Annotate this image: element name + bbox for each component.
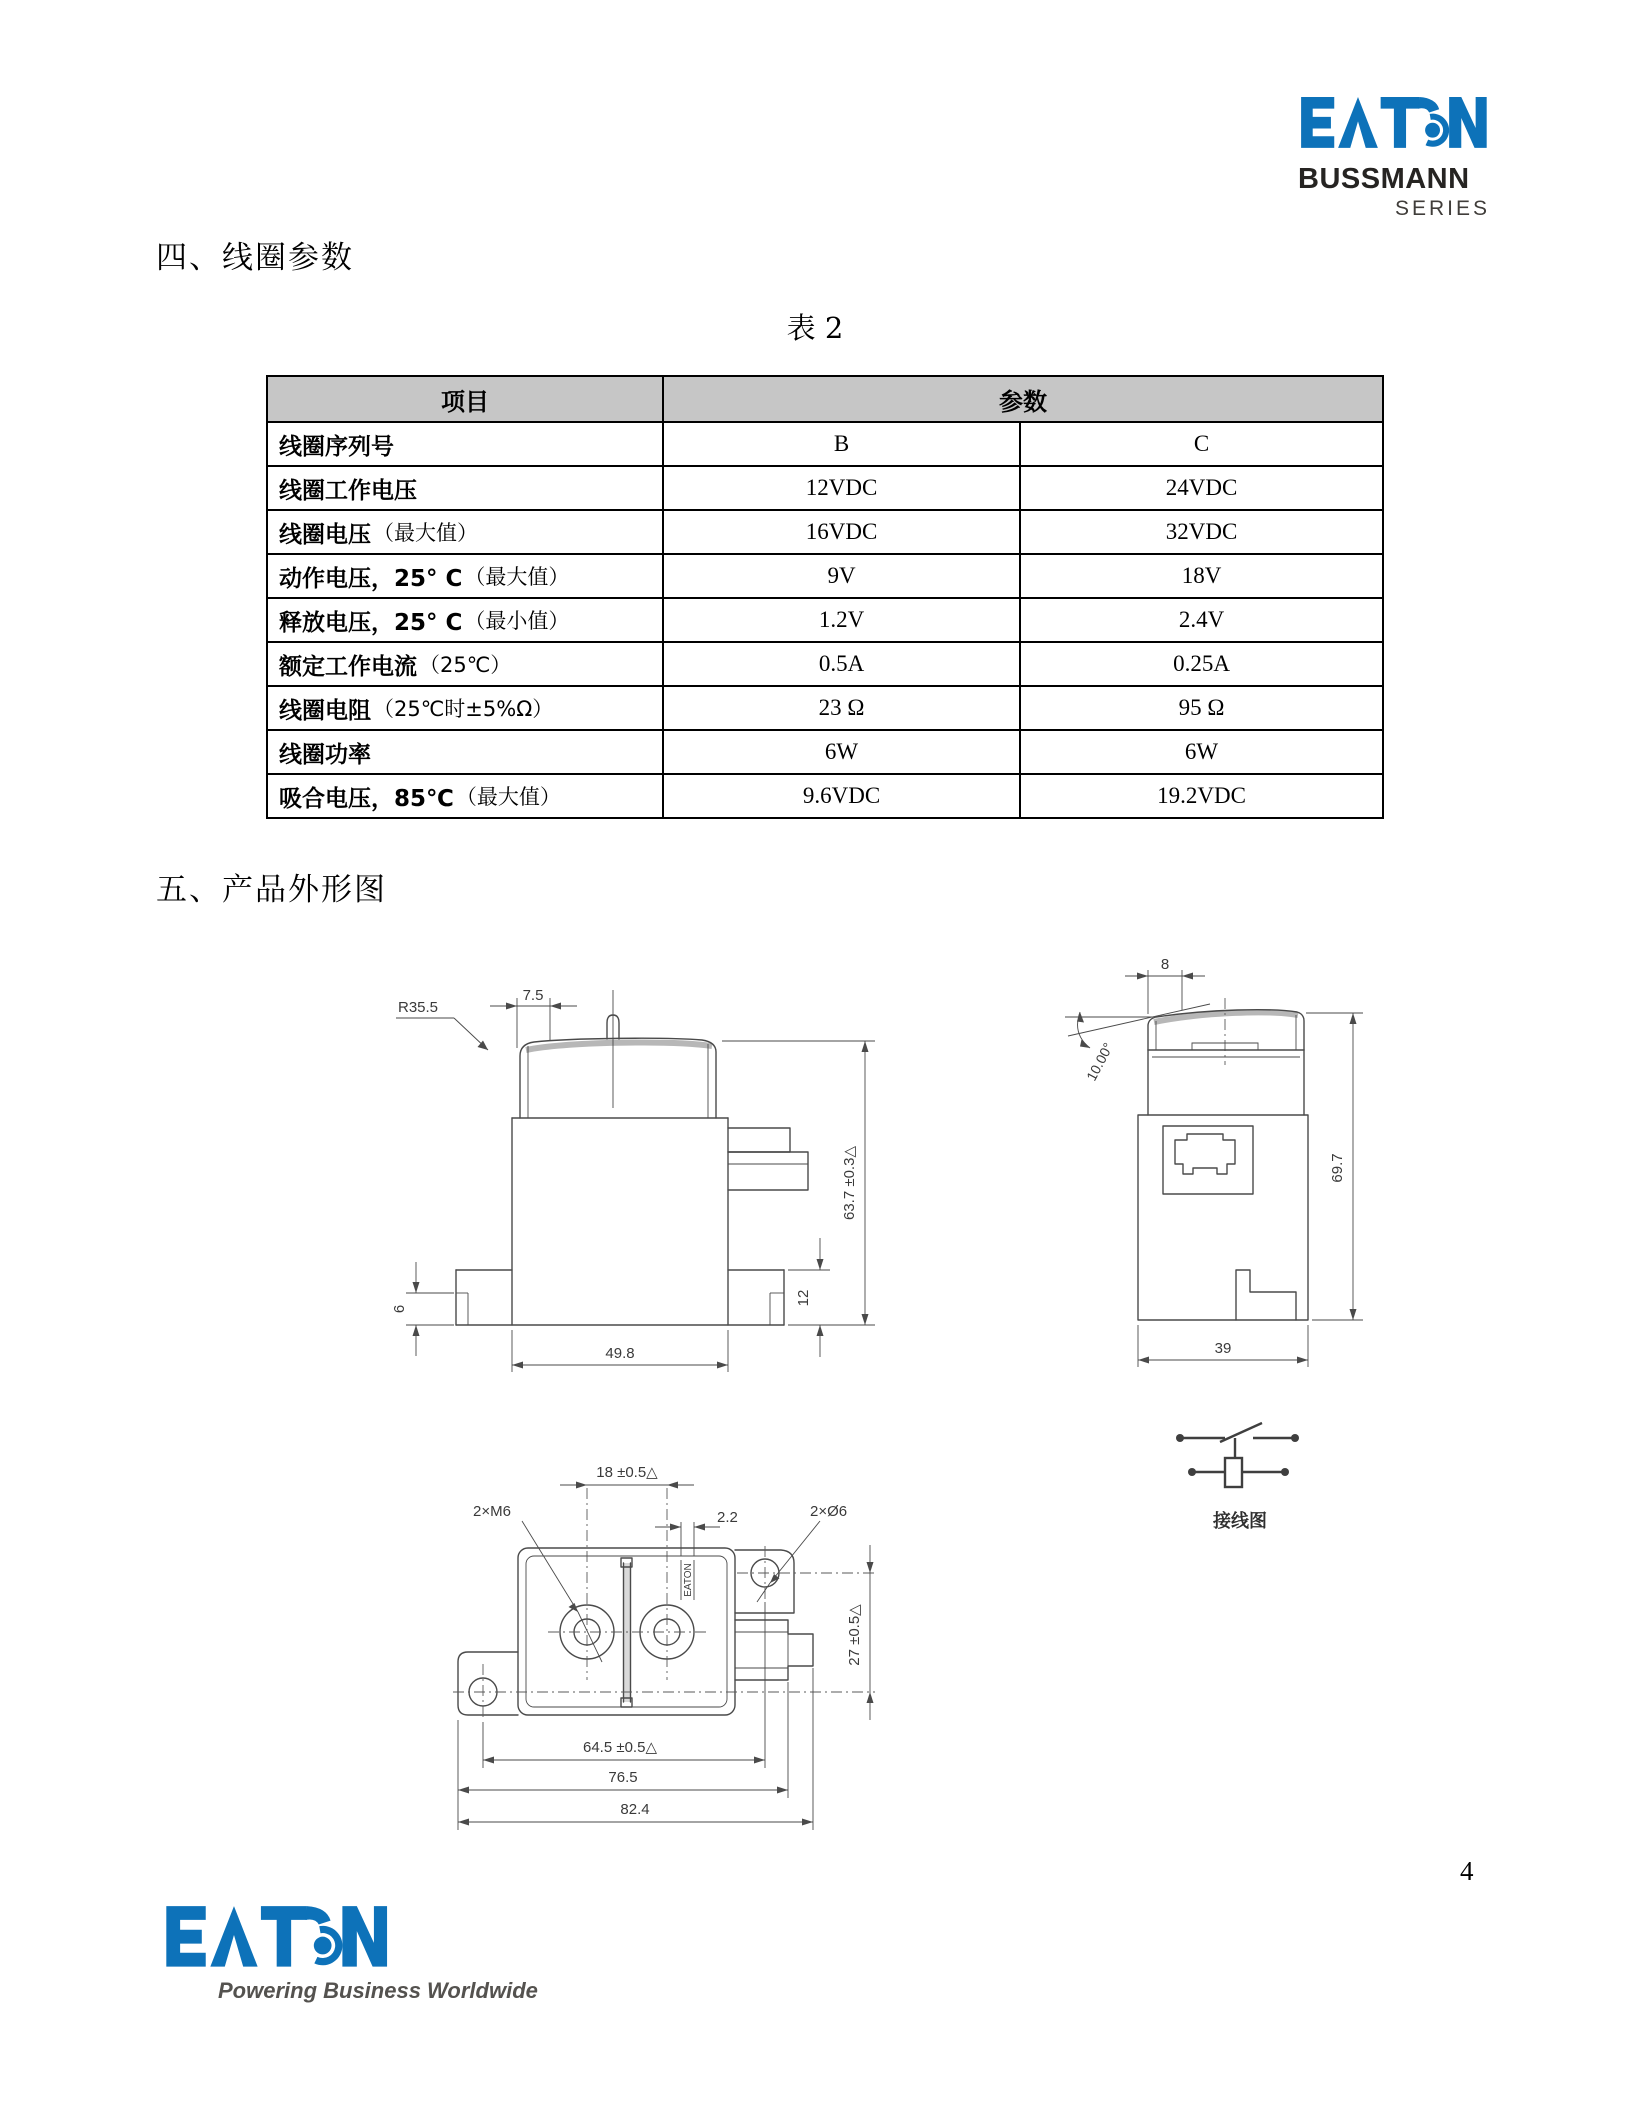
dim-64-5-label: 64.5 ±0.5△ <box>583 1739 657 1756</box>
eaton-wordmark-icon <box>1300 95 1490 151</box>
row-label: 线圈序列号 <box>279 433 394 460</box>
dim-height-label: 63.7 ±0.3△ <box>841 1146 858 1220</box>
table-row <box>268 509 1382 553</box>
front-view-drawing <box>360 940 905 1440</box>
table-row <box>268 421 1382 465</box>
value-b: 1.2V <box>664 599 1021 641</box>
value-b: B <box>664 423 1021 465</box>
callout-dia6-label: 2×Ø6 <box>810 1503 848 1520</box>
dim-8-label: 8 <box>1160 956 1170 973</box>
coil-parameter-table <box>266 375 1384 819</box>
value-c: 95 Ω <box>1178 695 1225 720</box>
section-title-outline-drawing: 五、产品外形图 <box>156 872 387 908</box>
value-b: 0.5A <box>664 643 1021 685</box>
row-note: （25℃时±5%Ω） <box>373 697 554 721</box>
callout-m6-label: 2×M6 <box>473 1503 511 1520</box>
value-b: 6W <box>664 731 1021 773</box>
value-c: C <box>1193 431 1210 456</box>
row-note: （最大值） <box>455 785 561 809</box>
dim-angle-label: 10.00° <box>1082 1039 1117 1084</box>
dim-6-label: 6 <box>391 1304 408 1314</box>
dim-12-label: 12 <box>795 1289 812 1307</box>
row-note: （最小值） <box>464 609 570 633</box>
table-header-row <box>268 377 1382 421</box>
table-row <box>268 773 1382 817</box>
section-title-coil-parameters: 四、线圈参数 <box>156 240 354 276</box>
dim-76-5-label: 76.5 <box>608 1769 638 1786</box>
value-b: 16VDC <box>664 511 1021 553</box>
row-label: 线圈工作电压 <box>279 477 417 504</box>
value-b: 23 Ω <box>664 687 1021 729</box>
dim-width-label: 49.8 <box>605 1345 635 1362</box>
dim-27-label: 27 ±0.5△ <box>846 1604 863 1666</box>
row-label: 线圈电阻 <box>279 697 371 724</box>
wiring-diagram-label: 接线图 <box>1213 1511 1267 1532</box>
value-c: 2.4V <box>1178 607 1225 632</box>
value-b: 9V <box>664 555 1021 597</box>
value-c: 19.2VDC <box>1157 783 1246 808</box>
row-note: （25℃） <box>419 653 512 677</box>
table-row <box>268 729 1382 773</box>
molded-logo-label: EATON <box>683 1563 694 1597</box>
value-c: 6W <box>1184 739 1219 764</box>
table-row <box>268 465 1382 509</box>
eaton-wordmark-icon <box>165 1906 391 1968</box>
row-note: （最大值） <box>373 521 478 545</box>
row-label: 动作电压，25° C <box>279 565 463 592</box>
column-header-item: 项目 <box>268 377 664 421</box>
column-header-param: 参数 <box>999 387 1047 416</box>
wiring-diagram <box>1150 1385 1370 1560</box>
row-label: 额定工作电流 <box>279 653 417 680</box>
table-row <box>268 597 1382 641</box>
table-caption: 表 2 <box>786 311 844 345</box>
side-view-drawing <box>1020 930 1440 1435</box>
table-row <box>268 553 1382 597</box>
dim-depth-label: 39 <box>1214 1340 1232 1357</box>
dim-radius-label: R35.5 <box>398 999 439 1016</box>
value-c: 32VDC <box>1165 519 1238 544</box>
dim-18-label: 18 ±0.5△ <box>596 1464 658 1481</box>
value-b: 9.6VDC <box>664 775 1021 817</box>
footer-eaton-logo <box>165 1906 391 1968</box>
table-row <box>268 685 1382 729</box>
footer-tagline: Powering Business Worldwide <box>218 1978 538 2003</box>
row-note: （最大值） <box>464 565 570 589</box>
dim-7-5-label: 7.5 <box>522 987 544 1004</box>
table-row <box>268 641 1382 685</box>
dim-height-label: 69.7 <box>1329 1153 1346 1183</box>
row-label: 释放电压，25° C <box>279 609 463 636</box>
bottom-view-drawing <box>415 1430 895 1870</box>
bussmann-label: BUSSMANN <box>1298 163 1470 195</box>
value-c: 24VDC <box>1165 475 1238 500</box>
eaton-logo <box>1300 95 1490 151</box>
value-c: 18V <box>1181 563 1222 588</box>
value-c: 0.25A <box>1173 651 1230 676</box>
value-b: 12VDC <box>664 467 1021 509</box>
page-number: 4 <box>1460 1856 1474 1886</box>
dim-2-2-label: 2.2 <box>717 1509 738 1526</box>
dim-82-4-label: 82.4 <box>620 1801 650 1818</box>
row-label: 线圈电压 <box>279 521 371 548</box>
row-label: 线圈功率 <box>279 741 371 768</box>
series-label: SERIES <box>1394 197 1490 220</box>
row-label: 吸合电压，85℃ <box>279 785 454 812</box>
